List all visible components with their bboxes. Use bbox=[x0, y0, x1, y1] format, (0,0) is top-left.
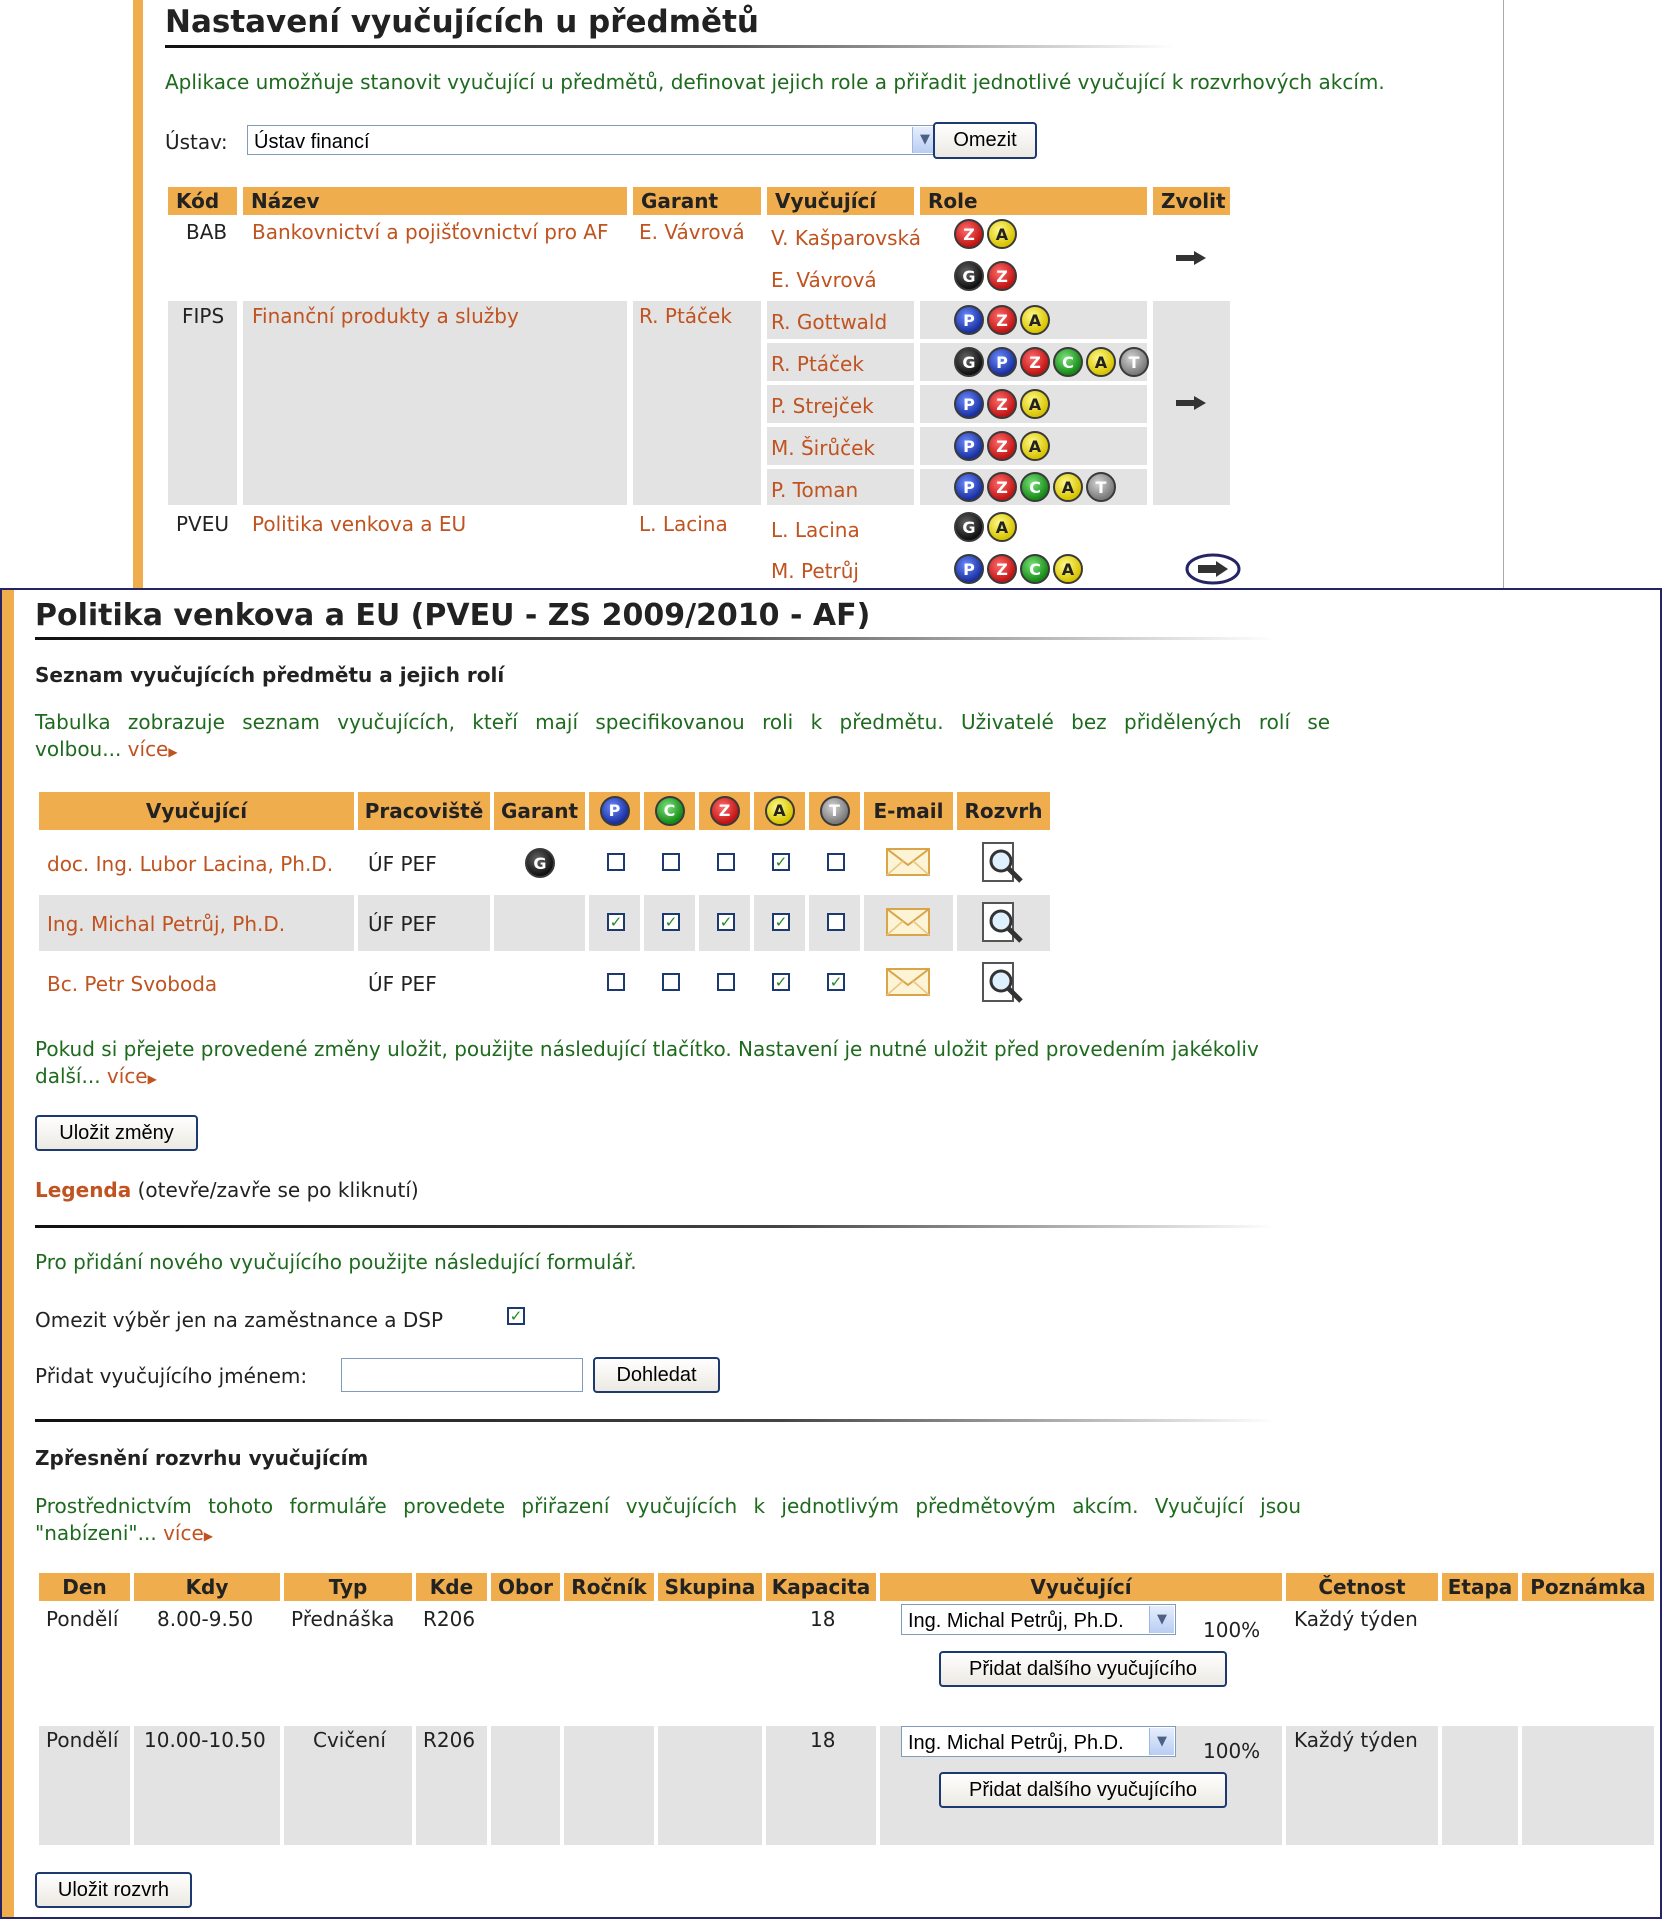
schedule-search-icon[interactable] bbox=[981, 961, 1025, 1005]
small-arrow-icon: ▶ bbox=[147, 1072, 157, 1086]
role-t-checkbox[interactable]: ✓ bbox=[827, 973, 845, 991]
role-p-checkbox[interactable]: ✓ bbox=[607, 913, 625, 931]
sched-capacity: 18 bbox=[810, 1607, 836, 1631]
intro2-text-2 bbox=[35, 1521, 213, 1545]
role-z-icon: Z bbox=[987, 389, 1017, 419]
teacher-link[interactable]: P. Toman bbox=[771, 478, 859, 502]
role-t-checkbox[interactable] bbox=[827, 853, 845, 871]
role-a-icon: A bbox=[1020, 305, 1050, 335]
email-icon[interactable] bbox=[886, 846, 930, 878]
role-badges bbox=[954, 512, 1017, 542]
role-a-icon: A bbox=[1020, 389, 1050, 419]
sched-time: 10.00-10.50 bbox=[144, 1728, 266, 1752]
more-link[interactable] bbox=[107, 1064, 157, 1088]
teacher-link[interactable]: L. Lacina bbox=[771, 518, 860, 542]
legend-link[interactable]: Legenda bbox=[35, 1178, 132, 1202]
sched-col-vyucujici: Vyučující bbox=[880, 1573, 1282, 1601]
small-arrow-icon: ▶ bbox=[168, 745, 178, 759]
sched-percent: 100% bbox=[1203, 1618, 1261, 1642]
save-changes-button[interactable]: Uložit změny bbox=[35, 1115, 198, 1151]
teacher-name-link[interactable]: Bc. Petr Svoboda bbox=[47, 972, 218, 996]
role-c-checkbox[interactable] bbox=[662, 853, 680, 871]
role-badges bbox=[954, 219, 1017, 249]
teacher-link[interactable]: R. Ptáček bbox=[771, 352, 864, 376]
small-arrow-icon: ▶ bbox=[203, 1529, 213, 1543]
role-t-icon: T bbox=[820, 796, 850, 826]
col-role-c bbox=[644, 792, 695, 830]
role-t-icon: T bbox=[1119, 347, 1149, 377]
teacher-link[interactable]: V. Kašparovská bbox=[771, 226, 921, 250]
sched-col-rocnik: Ročník bbox=[564, 1573, 654, 1601]
role-z-icon: Z bbox=[987, 305, 1017, 335]
sched-col-poznamka: Poznámka bbox=[1522, 1573, 1654, 1601]
teacher-name-link[interactable]: Ing. Michal Petrůj, Ph.D. bbox=[47, 912, 286, 936]
search-button[interactable]: Dohledat bbox=[593, 1357, 720, 1393]
col-workplace: Pracoviště bbox=[358, 792, 490, 830]
role-badges bbox=[954, 431, 1050, 461]
col-garant: Garant bbox=[633, 187, 761, 215]
save-schedule-button[interactable]: Uložit rozvrh bbox=[35, 1872, 192, 1908]
restrict-label: Omezit výběr jen na zaměstnance a DSP bbox=[35, 1308, 444, 1332]
col-nazev: Název bbox=[243, 187, 627, 215]
course-teachers-window bbox=[133, 0, 1504, 588]
col-kod: Kód bbox=[168, 187, 237, 215]
role-g-icon: G bbox=[954, 512, 984, 542]
role-c-icon: C bbox=[655, 796, 685, 826]
more-link[interactable] bbox=[163, 1521, 213, 1545]
select-arrow-icon[interactable] bbox=[1175, 250, 1207, 266]
sched-room: R206 bbox=[423, 1607, 476, 1631]
section-heading: Seznam vyučujících předmětu a jejich rolí bbox=[35, 663, 505, 687]
role-badges bbox=[954, 554, 1083, 584]
role-a-icon: A bbox=[1020, 431, 1050, 461]
add-intro: Pro přidání nového vyučujícího použijte následující formulář. bbox=[35, 1250, 637, 1274]
role-z-icon: Z bbox=[1020, 347, 1050, 377]
role-z-checkbox[interactable] bbox=[717, 853, 735, 871]
teacher-workplace: ÚF PEF bbox=[368, 972, 437, 996]
accent-bar bbox=[2, 590, 14, 1917]
teacher-link[interactable]: M. Petrůj bbox=[771, 559, 859, 583]
role-z-icon: Z bbox=[987, 261, 1017, 291]
sched-teacher-value: Ing. Michal Petrůj, Ph.D. bbox=[908, 1732, 1124, 1754]
sched-capacity: 18 bbox=[810, 1728, 836, 1752]
role-c-icon: C bbox=[1020, 472, 1050, 502]
sched-day: Pondělí bbox=[46, 1607, 119, 1631]
more-link[interactable] bbox=[128, 737, 178, 761]
ustav-select-value: Ústav financí bbox=[254, 131, 370, 153]
select-arrow-icon[interactable] bbox=[1175, 395, 1207, 411]
col-garant: Garant bbox=[494, 792, 585, 830]
save-note-tail: další... bbox=[35, 1064, 101, 1088]
role-c-icon: C bbox=[1053, 347, 1083, 377]
col-role-a bbox=[754, 792, 805, 830]
role-a-checkbox[interactable]: ✓ bbox=[772, 913, 790, 931]
course-detail-window bbox=[0, 588, 1662, 1919]
add-by-name-input[interactable] bbox=[341, 1358, 583, 1392]
chevron-down-icon[interactable]: ▼ bbox=[1149, 1606, 1174, 1633]
teacher-link[interactable]: M. Širůček bbox=[771, 436, 876, 460]
ustav-label: Ústav: bbox=[165, 130, 228, 154]
add-teacher-button[interactable]: Přidat dalšího vyučujícího bbox=[939, 1651, 1227, 1687]
detail-title: Politika venkova a EU (PVEU - ZS 2009/2010 - AF) bbox=[35, 598, 871, 633]
sched-teacher-value: Ing. Michal Petrůj, Ph.D. bbox=[908, 1610, 1124, 1632]
role-a-icon: A bbox=[1053, 554, 1083, 584]
role-p-checkbox[interactable] bbox=[607, 853, 625, 871]
restrict-checkbox[interactable]: ✓ bbox=[507, 1307, 525, 1325]
title-underline bbox=[165, 45, 1175, 48]
sched-teacher-select[interactable] bbox=[901, 1726, 1176, 1757]
more-link-label: více bbox=[163, 1521, 204, 1545]
role-g-icon: G bbox=[954, 261, 984, 291]
role-c-checkbox[interactable]: ✓ bbox=[662, 913, 680, 931]
sched-type: Cvičení bbox=[313, 1728, 386, 1752]
sched-col-cetnost: Četnost bbox=[1286, 1573, 1438, 1601]
intro-text: Tabulka zobrazuje seznam vyučujících, kteří mají specifikovanou roli k předmětu. Uživatelé bez přidělených rolí se bbox=[35, 710, 1331, 734]
course-garant-link[interactable]: L. Lacina bbox=[639, 512, 728, 536]
col-role-p bbox=[589, 792, 640, 830]
save-note: Pokud si přejete provedené změny uložit, použijte následující tlačítko. Nastavení je nutné uložit před provedením jakékoliv bbox=[35, 1037, 1259, 1061]
chevron-down-icon[interactable]: ▼ bbox=[1149, 1728, 1174, 1755]
omezit-button[interactable]: Omezit bbox=[933, 122, 1037, 159]
add-by-name-label: Přidat vyučujícího jménem: bbox=[35, 1364, 308, 1388]
intro2-tail: "nabízeni"... bbox=[35, 1521, 157, 1545]
divider bbox=[35, 1419, 1275, 1422]
accent-bar bbox=[133, 0, 143, 588]
more-link-label: více bbox=[127, 737, 169, 761]
sched-col-obor: Obor bbox=[491, 1573, 560, 1601]
teacher-workplace: ÚF PEF bbox=[368, 912, 437, 936]
role-badges bbox=[954, 389, 1050, 419]
role-z-icon: Z bbox=[987, 554, 1017, 584]
sched-percent: 100% bbox=[1203, 1739, 1261, 1763]
email-icon[interactable] bbox=[886, 906, 930, 938]
role-a-icon: A bbox=[1086, 347, 1116, 377]
col-zvolit: Zvolit bbox=[1153, 187, 1230, 215]
col-vyucujici: Vyučující bbox=[767, 187, 914, 215]
page-title: Nastavení vyučujících u předmětů bbox=[165, 4, 759, 40]
schedule-search-icon[interactable] bbox=[981, 841, 1025, 885]
course-name-link[interactable]: Bankovnictví a pojišťovnictví pro AF bbox=[252, 220, 609, 244]
course-name-link[interactable]: Politika venkova a EU bbox=[252, 512, 467, 536]
role-a-icon: A bbox=[987, 512, 1017, 542]
intro-text-tail: volbou... bbox=[35, 737, 122, 761]
role-p-icon: P bbox=[954, 472, 984, 502]
sched-frequency: Každý týden bbox=[1294, 1728, 1418, 1752]
teacher-link[interactable]: R. Gottwald bbox=[771, 310, 888, 334]
course-code: FIPS bbox=[182, 304, 225, 328]
role-z-icon: Z bbox=[987, 472, 1017, 502]
role-t-icon: T bbox=[1086, 472, 1116, 502]
sched-col-den: Den bbox=[39, 1573, 130, 1601]
sched-teacher-select[interactable] bbox=[901, 1604, 1176, 1635]
teacher-workplace: ÚF PEF bbox=[368, 852, 437, 876]
col-role-z bbox=[699, 792, 750, 830]
ustav-select[interactable] bbox=[247, 125, 939, 155]
role-c-checkbox[interactable] bbox=[662, 973, 680, 991]
col-email: E-mail bbox=[864, 792, 953, 830]
role-p-icon: P bbox=[954, 389, 984, 419]
role-a-icon: A bbox=[987, 219, 1017, 249]
sched-room: R206 bbox=[423, 1728, 476, 1752]
role-p-icon: P bbox=[954, 431, 984, 461]
section-heading: Zpřesnění rozvrhu vyučujícím bbox=[35, 1446, 369, 1470]
course-garant-link[interactable]: R. Ptáček bbox=[639, 304, 732, 328]
role-z-icon: Z bbox=[987, 431, 1017, 461]
legend-row bbox=[35, 1178, 419, 1202]
title-underline bbox=[35, 637, 1275, 640]
schedule-search-icon[interactable] bbox=[981, 901, 1025, 945]
col-role: Role bbox=[920, 187, 1147, 215]
role-z-icon: Z bbox=[954, 219, 984, 249]
role-p-icon: P bbox=[954, 305, 984, 335]
save-note-2 bbox=[35, 1064, 157, 1088]
chevron-down-icon[interactable]: ▼ bbox=[912, 127, 937, 153]
email-icon[interactable] bbox=[886, 966, 930, 998]
teacher-link[interactable]: P. Strejček bbox=[771, 394, 874, 418]
col-role-t bbox=[809, 792, 860, 830]
col-schedule: Rozvrh bbox=[957, 792, 1050, 830]
intro2-text: Prostřednictvím tohoto formuláře provedete přiřazení vyučujících k jednotlivým předmětovým akcím. Vyučující jsou bbox=[35, 1494, 1302, 1518]
add-teacher-button[interactable]: Přidat dalšího vyučujícího bbox=[939, 1772, 1227, 1808]
role-z-icon: Z bbox=[710, 796, 740, 826]
selected-arrow-icon[interactable] bbox=[1185, 552, 1241, 586]
legend-hint: (otevře/zavře se po kliknutí) bbox=[137, 1178, 419, 1202]
role-p-icon: P bbox=[987, 347, 1017, 377]
more-link-label: více bbox=[106, 1064, 148, 1088]
teacher-name-link[interactable]: doc. Ing. Lubor Lacina, Ph.D. bbox=[47, 852, 334, 876]
course-code: PVEU bbox=[176, 512, 230, 536]
course-code: BAB bbox=[186, 220, 228, 244]
role-z-checkbox[interactable]: ✓ bbox=[717, 913, 735, 931]
role-p-icon: P bbox=[954, 554, 984, 584]
sched-day: Pondělí bbox=[46, 1728, 119, 1752]
role-a-checkbox[interactable]: ✓ bbox=[772, 853, 790, 871]
sched-col-kdy: Kdy bbox=[134, 1573, 280, 1601]
sched-col-etapa: Etapa bbox=[1442, 1573, 1518, 1601]
role-badges bbox=[954, 347, 1149, 377]
course-garant-link[interactable]: E. Vávrová bbox=[639, 220, 745, 244]
role-g-icon: G bbox=[525, 848, 555, 878]
sched-time: 8.00-9.50 bbox=[157, 1607, 254, 1631]
sched-col-kde: Kde bbox=[416, 1573, 487, 1601]
page-description: Aplikace umožňuje stanovit vyučující u předmětů, definovat jejich role a přiřadit jednotlivé vyučující k rozvrhových akcím. bbox=[165, 70, 1385, 94]
role-p-icon: P bbox=[600, 796, 630, 826]
sched-col-skupina: Skupina bbox=[658, 1573, 762, 1601]
role-g-icon: G bbox=[954, 347, 984, 377]
sched-col-kapacita: Kapacita bbox=[766, 1573, 876, 1601]
role-z-checkbox[interactable] bbox=[717, 973, 735, 991]
role-a-icon: A bbox=[1053, 472, 1083, 502]
role-badges bbox=[954, 472, 1116, 502]
course-name-link[interactable]: Finanční produkty a služby bbox=[252, 304, 519, 328]
sched-frequency: Každý týden bbox=[1294, 1607, 1418, 1631]
role-badges bbox=[954, 261, 1017, 291]
role-p-checkbox[interactable] bbox=[607, 973, 625, 991]
sched-type: Přednáška bbox=[291, 1607, 395, 1631]
role-a-checkbox[interactable]: ✓ bbox=[772, 973, 790, 991]
role-a-icon: A bbox=[765, 796, 795, 826]
role-c-icon: C bbox=[1020, 554, 1050, 584]
teacher-link[interactable]: E. Vávrová bbox=[771, 268, 877, 292]
sched-col-typ: Typ bbox=[284, 1573, 412, 1601]
role-t-checkbox[interactable] bbox=[827, 913, 845, 931]
divider bbox=[35, 1225, 1275, 1228]
role-badges bbox=[954, 305, 1050, 335]
col-teacher: Vyučující bbox=[39, 792, 354, 830]
intro-text-2 bbox=[35, 737, 178, 761]
